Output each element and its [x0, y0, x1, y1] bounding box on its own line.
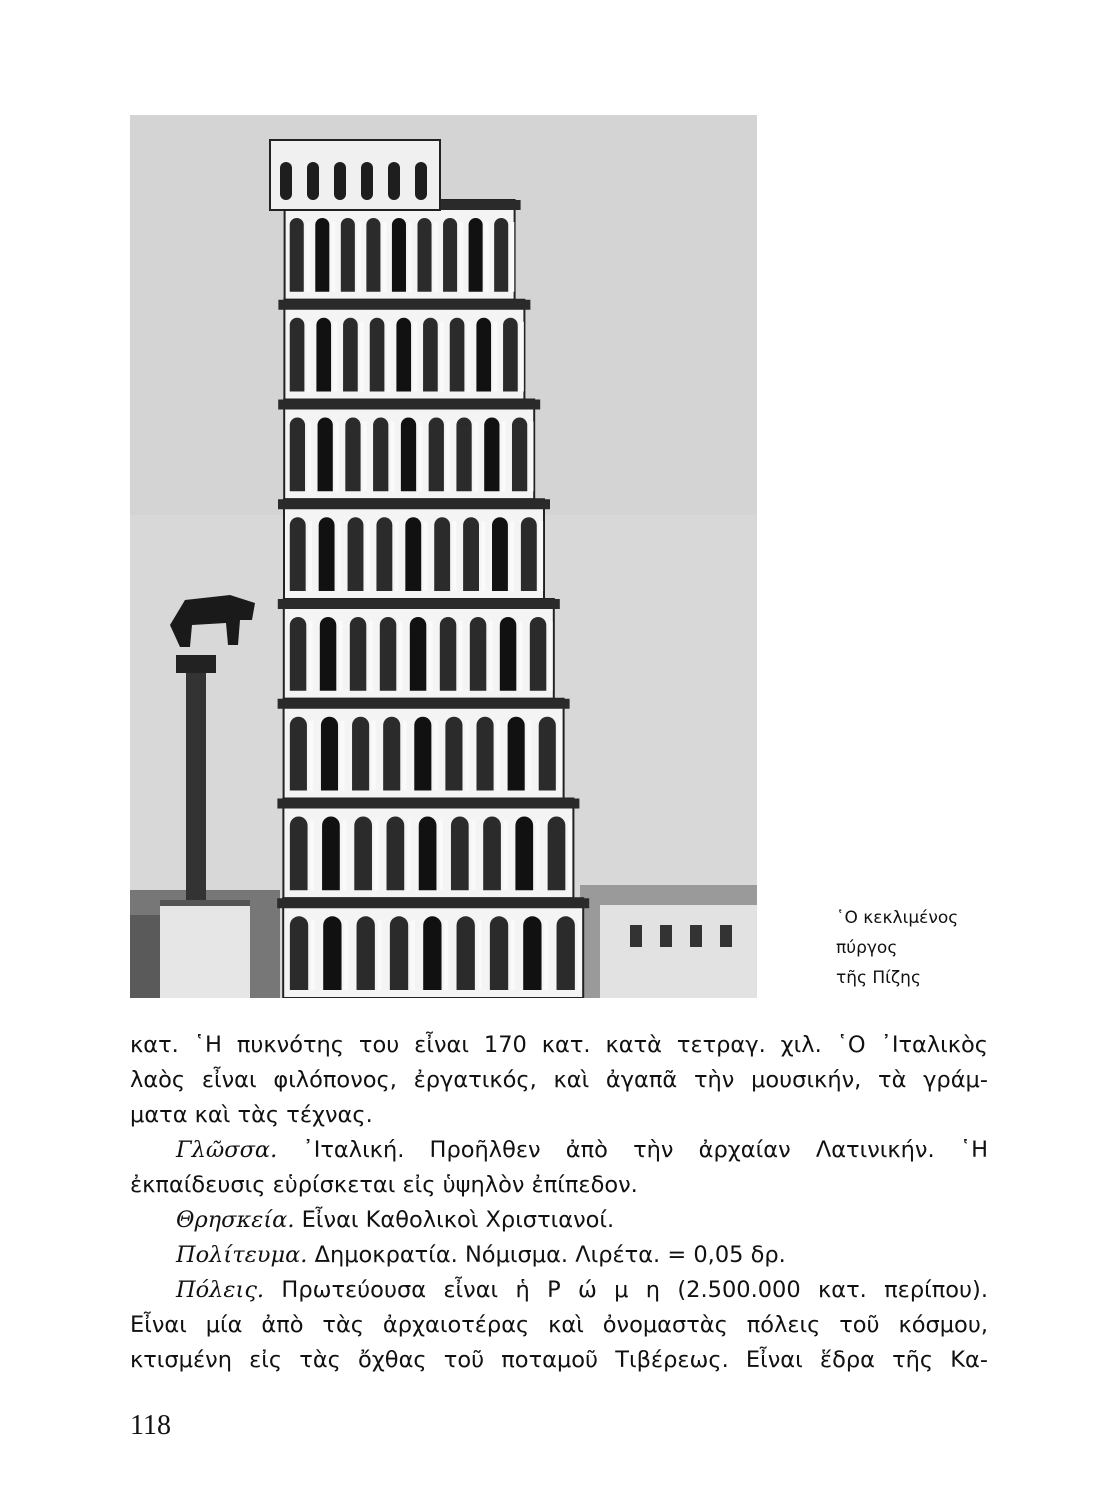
tower-column — [369, 621, 373, 691]
tower-arch — [321, 717, 338, 791]
tower-arch — [523, 916, 541, 990]
tower-column — [360, 322, 364, 392]
tower-column — [378, 920, 382, 990]
tower-cornice — [278, 599, 560, 609]
tower-column — [459, 222, 463, 292]
caption-line-2: πύργος — [836, 938, 898, 958]
caption-line-3: τῆς Πίζης — [836, 968, 921, 988]
photo-caption — [836, 903, 986, 993]
leaning-tower-photo — [130, 115, 757, 998]
tower-arch — [508, 717, 525, 791]
paragraph-5-line-2: Εἶναι μία ἀπὸ τὰς ἀρχαιοτέρας καὶ ὀνομαστὰς πόλεις τοῦ κόσμου, — [130, 1312, 988, 1338]
tower-column — [578, 920, 582, 990]
tower-arch — [414, 717, 431, 791]
tower-arch — [469, 218, 483, 292]
tower-column — [452, 521, 456, 591]
tower-arch — [521, 517, 537, 591]
tower-belfry — [270, 140, 440, 210]
tower-arch — [450, 318, 465, 392]
tower-arch — [354, 817, 372, 891]
tower-arch — [392, 218, 406, 292]
tower-arch — [376, 517, 392, 591]
tower-arch — [390, 916, 408, 990]
tower-column — [519, 621, 523, 691]
tower-arch — [357, 916, 375, 990]
tower-arch — [350, 617, 367, 691]
tower-arch — [492, 517, 508, 591]
paragraph-4 — [130, 1238, 988, 1273]
tower-column — [429, 621, 433, 691]
tower-column — [496, 721, 500, 791]
cities-text-1: Πρωτεύουσα εἶναι ἡ Ρ ώ μ η (2.500.000 κατ. περίπου). — [264, 1277, 988, 1303]
tower-arch — [290, 717, 307, 791]
tower-column — [446, 422, 450, 492]
language-text-1: ᾿Ιταλική. Προῆλθεν ἀπὸ τὴν ἀρχαίαν Λατινικήν. ῾Η — [277, 1137, 988, 1163]
tower-arch — [290, 418, 305, 492]
paragraph-5-line-1 — [130, 1273, 988, 1308]
tower-column — [407, 821, 411, 891]
belfry-arch — [280, 162, 292, 200]
tower-arch — [423, 916, 441, 990]
tower-column — [439, 821, 443, 891]
tower-column — [544, 920, 548, 990]
tower-column — [357, 222, 361, 292]
tower-cornice — [278, 400, 540, 410]
religion-heading: Θρησκεία. — [176, 1207, 295, 1233]
tower-column — [465, 721, 469, 791]
tower-arch — [290, 218, 304, 292]
tower-arch — [323, 916, 341, 990]
tower-column — [341, 721, 345, 791]
tower-column — [310, 821, 314, 891]
tower-column — [511, 920, 515, 990]
tower-arch — [316, 318, 331, 392]
tower-arch — [530, 617, 547, 691]
tower-arch — [429, 418, 444, 492]
tower-arch — [366, 218, 380, 292]
tower-arch — [352, 717, 369, 791]
tower-arch — [443, 218, 457, 292]
tower-arch — [423, 318, 438, 392]
tower-arch — [341, 218, 355, 292]
tower-column — [339, 621, 343, 691]
tower-arch — [370, 318, 385, 392]
tower-arch — [456, 418, 471, 492]
tower-column — [408, 222, 412, 292]
tower-column — [403, 721, 407, 791]
tower-arch — [318, 418, 333, 492]
tower-column — [307, 322, 311, 392]
paragraph-5-line-3: κτισμένη εἰς τὰς ὄχθας τοῦ ποταμοῦ Τιβέρεως. Εἶναι ἕδρα τῆς Κα- — [130, 1347, 988, 1373]
tower-column — [536, 821, 540, 891]
tower-column — [413, 322, 417, 392]
tower-arch — [548, 817, 566, 891]
page-number: 118 — [130, 1410, 171, 1441]
tower-column — [568, 821, 572, 891]
tower-column — [539, 521, 543, 591]
tower-arch — [345, 418, 360, 492]
tower-column — [434, 222, 438, 292]
tower-column — [382, 222, 386, 292]
tower-column — [502, 422, 506, 492]
tower-column — [510, 222, 514, 292]
tower-column — [444, 920, 448, 990]
tower-column — [309, 721, 313, 791]
tower-arch — [419, 817, 437, 891]
tower-column — [434, 721, 438, 791]
tower-illustration — [130, 115, 757, 998]
belfry-arch — [334, 162, 346, 200]
tower-arch — [494, 218, 508, 292]
tower-column — [391, 422, 395, 492]
tower-arch — [490, 916, 508, 990]
tower-column — [375, 821, 379, 891]
tower-column — [307, 422, 311, 492]
tower-column — [335, 422, 339, 492]
tower-column — [529, 422, 533, 492]
caption-line-1: ῾Ο κεκλιμένος — [836, 908, 959, 928]
tower-arch — [290, 817, 308, 891]
tower-arch — [557, 916, 575, 990]
tower-column — [424, 521, 428, 591]
tower-arch — [373, 418, 388, 492]
tower-column — [308, 521, 312, 591]
paragraph-2-line-2: ἐκπαίδευσις εὑρίσκεται εἰς ὑψηλὸν ἐπίπεδον. — [130, 1172, 638, 1198]
tower-column — [485, 222, 489, 292]
tower-arch — [290, 318, 305, 392]
tower-column — [493, 322, 497, 392]
paragraph-1-line-3: ματα καὶ τὰς τέχνας. — [130, 1102, 373, 1128]
tower-arch — [319, 517, 335, 591]
tower-column — [418, 422, 422, 492]
tower-column — [558, 721, 562, 791]
tower-column — [467, 322, 471, 392]
tower-arch — [512, 418, 527, 492]
paragraph-1-line-2: λαὸς εἶναι φιλόπονος, ἐργατικός, καὶ ἀγαπᾶ τὴν μουσικήν, τὰ γράμ- — [130, 1067, 988, 1093]
tower-column — [331, 222, 335, 292]
belfry-arch — [415, 162, 427, 200]
tower-arch — [396, 318, 411, 392]
tower-arch — [457, 916, 475, 990]
tower-column — [333, 322, 337, 392]
tower-arch — [315, 218, 329, 292]
tower-cornice — [278, 499, 550, 509]
tower-arch — [434, 517, 450, 591]
tower-arch — [348, 517, 364, 591]
tower-cornice — [277, 799, 579, 809]
tower-arch — [515, 817, 533, 891]
paragraph-3 — [130, 1203, 988, 1238]
tower-column — [471, 821, 475, 891]
belfry-arch — [388, 162, 400, 200]
tower-column — [459, 621, 463, 691]
tower-column — [387, 322, 391, 392]
tower-arch — [387, 817, 405, 891]
tower-column — [503, 821, 507, 891]
language-heading: Γλῶσσα. — [176, 1137, 278, 1163]
tower-column — [399, 621, 403, 691]
tower-arch — [410, 617, 427, 691]
tower-column — [372, 721, 376, 791]
body-text — [130, 1028, 988, 1378]
tower-column — [527, 721, 531, 791]
tower-arch — [484, 418, 499, 492]
tower-column — [366, 521, 370, 591]
cities-heading: Πόλεις. — [176, 1277, 265, 1303]
tower-arch — [503, 318, 518, 392]
tower-column — [440, 322, 444, 392]
tower-arch — [445, 717, 462, 791]
tower-column — [311, 920, 315, 990]
belfry-arch — [361, 162, 373, 200]
tower-arch — [401, 418, 416, 492]
belfry-arch — [307, 162, 319, 200]
tower-cornice — [277, 898, 589, 908]
tower-arch — [539, 717, 556, 791]
tower-arch — [322, 817, 340, 891]
tower-arch — [476, 318, 491, 392]
tower-column — [411, 920, 415, 990]
tower-column — [363, 422, 367, 492]
tower-arch — [476, 717, 493, 791]
tower-cornice — [278, 699, 570, 709]
tower-arch — [290, 617, 307, 691]
tower-arch — [290, 916, 308, 990]
tower-arch — [417, 218, 431, 292]
tower-column — [342, 821, 346, 891]
tower-arch — [470, 617, 487, 691]
tower-column — [481, 521, 485, 591]
tower-column — [309, 621, 313, 691]
tower-arch — [383, 717, 400, 791]
paragraph-1-line-1: κατ. ῾Η πυκνότης του εἶναι 170 κατ. κατὰ τετραγ. χιλ. ῾Ο ᾿Ιταλικὸς — [130, 1032, 988, 1058]
tower-column — [520, 322, 524, 392]
tower-arch — [290, 517, 306, 591]
tower-column — [344, 920, 348, 990]
tower-column — [474, 422, 478, 492]
tower-arch — [320, 617, 337, 691]
tower-arch — [451, 817, 469, 891]
tower-arch — [463, 517, 479, 591]
tower-arch — [483, 817, 501, 891]
religion-text: Εἶναι Καθολικοὶ Χριστιανοί. — [294, 1207, 615, 1233]
tower-column — [489, 621, 493, 691]
tower-cornice — [278, 300, 530, 310]
tower-column — [478, 920, 482, 990]
government-heading: Πολίτευμα. — [176, 1242, 308, 1268]
tower-column — [395, 521, 399, 591]
tower-arch — [343, 318, 358, 392]
tower-arch — [380, 617, 397, 691]
government-text: Δημοκρατία. Νόμισμα. Λιρέτα. = 0,05 δρ. — [307, 1242, 786, 1268]
tower-arch — [500, 617, 517, 691]
paragraph-2-line-1 — [130, 1133, 988, 1168]
tower-arch — [440, 617, 457, 691]
tower-column — [337, 521, 341, 591]
tower-column — [549, 621, 553, 691]
tower-column — [510, 521, 514, 591]
tower-column — [306, 222, 310, 292]
tower-arch — [405, 517, 421, 591]
